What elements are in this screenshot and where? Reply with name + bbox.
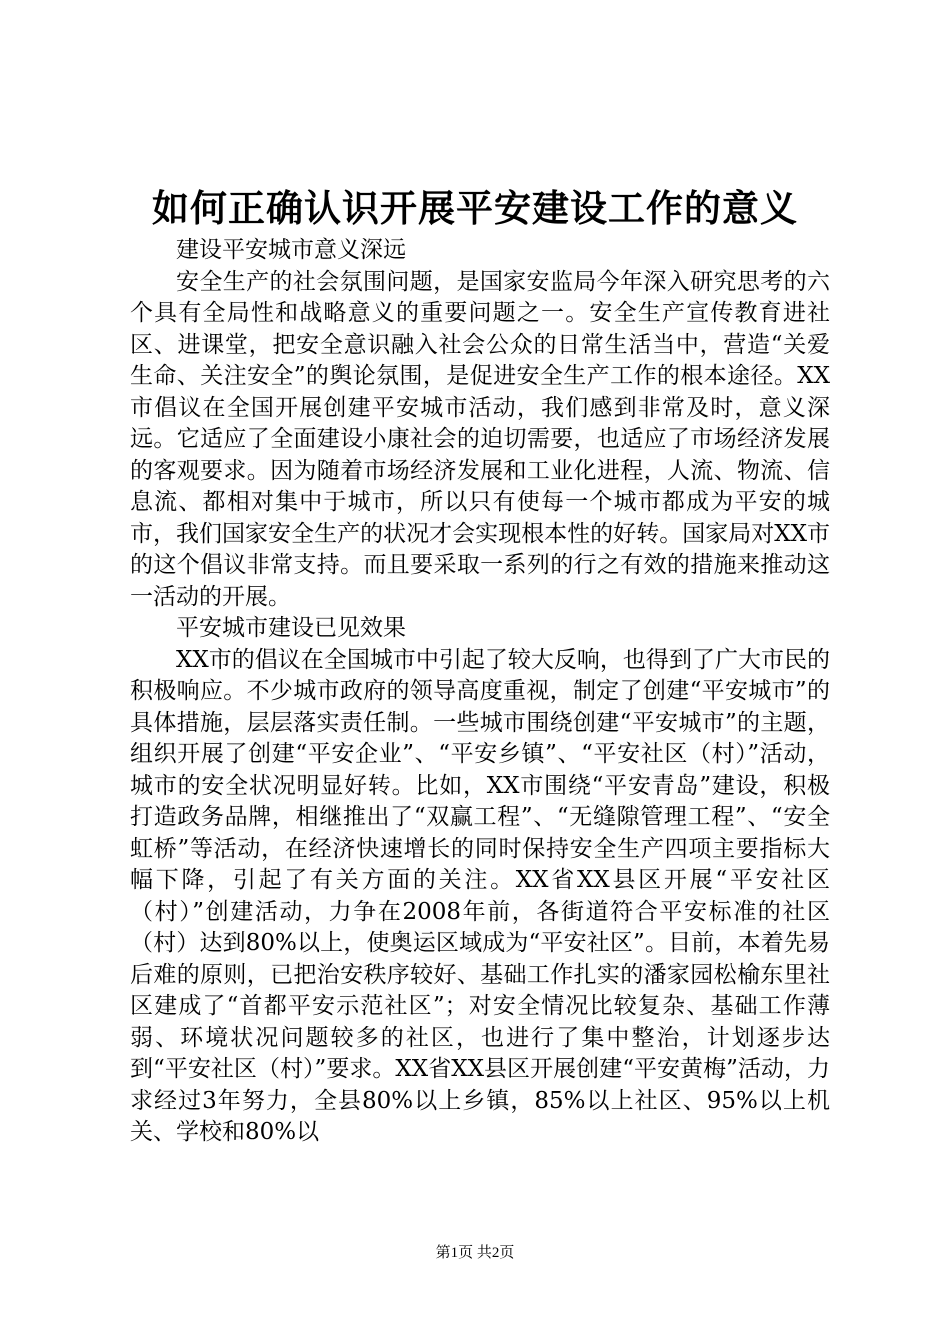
section-paragraph-2: XX市的倡议在全国城市中引起了较大反响，也得到了广大市民的积极响应。不少城市政府的领导高度重视，制定了创建“平安城市”的具体措施，层层落实责任制。一些城市围绕创建“平安城市”的主题，组织开展了创建“平安企业”、“平安乡镇”、“平安社区（村）”活动，城市的安全状况明显好转。比如，XX市围绕“平安青岛”建设，积极打造政务品牌，相继推出了“双赢工程”、“无缝隙管理工程”、“安全虹桥”等活动，在经济快速增长的同时保持安全生产四项主要指标大幅下降，引起了有关方面的关注。XX省XX县区开展“平安社区（村）”创建活动，力争在2008年前，各街道符合平安标准的社区（村）达到80%以上，使奥运区域成为“平安社区”。目前，本着先易后难的原则，已把治安秩序较好、基础工作扎实的潘家园松榆东里社区建成了“首都平安示范社区”；对安全情况比较复杂、基础工作薄弱、环境状况问题较多的社区，也进行了集中整治，计划逐步达到“平安社区（村）”要求。XX省XX县区开展创建“平安黄梅”活动，力求经过3年努力，全县80%以上乡镇，85%以上社区、95%以上机关、学校和80%以: [130, 646, 830, 1145]
section-paragraph-1: 安全生产的社会氛围问题，是国家安监局今年深入研究思考的六个具有全局性和战略意义的重要问题之一。安全生产宣传教育进社区、进课堂，把安全意识融入社会公众的日常生活当中，营造“关爱生命、关注安全”的舆论氛围，是促进安全生产工作的根本途径。XX市倡议在全国开展创建平安城市活动，我们感到非常及时，意义深远。它适应了全面建设小康社会的迫切需要，也适应了市场经济发展的客观要求。因为随着市场经济发展和工业化进程，人流、物流、信息流、都相对集中于城市，所以只有使每一个城市都成为平安的城市，我们国家安全生产的状况才会实现根本性的好转。国家局对XX市的这个倡议非常支持。而且要采取一系列的行之有效的措施来推动这一活动的开展。: [130, 268, 830, 610]
section-heading-2: 平安城市建设已见效果: [176, 615, 406, 641]
document-title: 如何正确认识开展平安建设工作的意义: [152, 186, 798, 230]
document-body: [130, 235, 830, 1149]
page-footer: 第1页 共2页: [435, 1245, 515, 1261]
section-heading-1: 建设平安城市意义深远: [176, 237, 406, 263]
